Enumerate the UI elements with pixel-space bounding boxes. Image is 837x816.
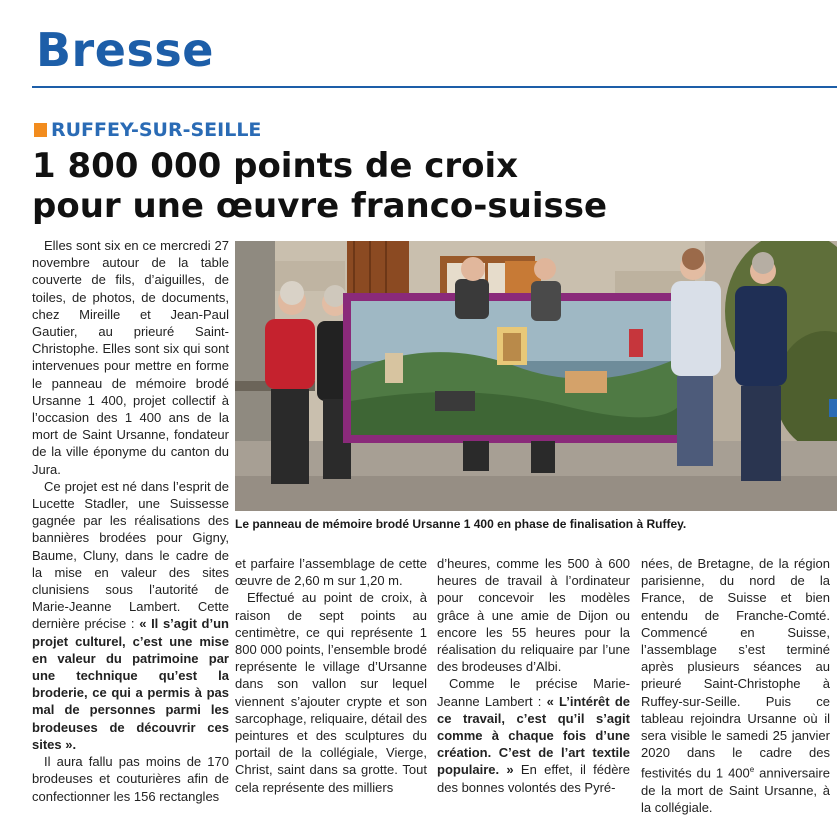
quote: « L’intérêt de ce travail, c’est qu’il s’agit comme à chaque fois d’une création. C’est de l’art textile populaire. »: [437, 693, 630, 778]
text-run: En effet, il fédère des bonnes volontés des Pyré-: [437, 762, 630, 795]
paragraph: Il aura fallu pas moins de 170 brodeuses et couturières afin de confectionner les 156 rectangles: [32, 754, 229, 804]
article-column-2: [235, 555, 427, 796]
article-column-3: [437, 555, 630, 796]
section-title: Bresse: [36, 23, 214, 77]
photo-caption: Le panneau de mémoire brodé Ursanne 1 400 en phase de finalisation à Ruffey.: [235, 517, 687, 531]
paragraph: [32, 478, 229, 753]
kicker: [34, 118, 261, 142]
text-run: nées, de Bretagne, de la région parisienne, du nord de la France, de Suisse et bien entendu de Franche-Comté. Commencé en Suisse, l’assemblage s’est terminé après plusieurs séances au prieuré Saint-Christophe à Ruffey-sur-Seille. Puis ce tableau rejoindra Ursanne où il sera visible le samedi 25 janvier 2020 dans le cadre des festivités du 1 400: [641, 556, 830, 781]
text-run: Ce projet est né dans l’esprit de Lucette Stadler, une Suissesse gagnée par les réalisations des bannières brodées pour Gigny, Baume, Cluny, dans le cadre de la mise en valeur des sites clunisiens sous l’autorité de Marie-Jeanne Lambert. Cette dernière précise :: [32, 478, 229, 632]
headline: [32, 146, 607, 226]
superscript: e: [749, 765, 755, 775]
paragraph: Elles sont six en ce mercredi 27 novembre autour de la table couverte de fils, d’aiguilles, de toiles, de photos, de documents, chez Mireille et Jean-Paul Gautier, au prieuré Saint-Christophe. Elles sont six qui sont intervenues pour mettre en forme le panneau de mémoire brodé Ursanne 1 400, projet collectif à l’occasion des 1 400 ans de la mort de Saint Ursanne, fondateur de la ville éponyme du canton du Jura.: [32, 238, 229, 477]
text-run: anniversaire de la mort de Saint Ursanne, à la collégiale.: [641, 765, 830, 816]
headline-line-2: pour une œuvre franco-suisse: [32, 186, 608, 226]
paragraph: [437, 675, 630, 795]
headline-line-1: 1 800 000 points de croix: [32, 146, 519, 186]
text-run: Comme le précise Marie-Jeanne Lambert :: [437, 676, 630, 709]
article-column-1: [32, 237, 229, 805]
quote: « Il s’agit d’un projet culturel, c’est une mise en valeur du patrimoine par une technique qu’est la broderie, ce qui a permis à pas mal de personnes parmi les brodeuses de découvrir ces sites ».: [32, 616, 229, 752]
kicker-text: RUFFEY-SUR-SEILLE: [51, 119, 262, 141]
article-photo: [235, 241, 837, 511]
paragraph: [641, 555, 830, 816]
article-column-4: [641, 555, 830, 816]
edge-tab: [829, 399, 837, 417]
paragraph: et parfaire l’assemblage de cette œuvre de 2,60 m sur 1,20 m.: [235, 556, 427, 589]
paragraph: d’heures, comme les 500 à 600 heures de travail à l’ordinateur pour concevoir les modèles grâce à une amie de Dijon ou encore les 55 heures pour la réalisation du reliquaire par l’une des brodeuses d’Albi.: [437, 556, 630, 675]
kicker-square-icon: [34, 123, 47, 137]
paragraph: Effectué au point de croix, à raison de sept points au centimètre, ce qui représente 1 800 000 points, l’ensemble brodé représente le village d’Ursanne dans son vallon sur lequel viennent s’ajouter crypte et son sarcophage, reliquaire, détail des peintures et des sculptures du portail de la collégiale, Vierge, Christ, saint dans sa grotte. Tout cela représente des milliers: [235, 590, 427, 795]
section-rule: [32, 86, 837, 88]
